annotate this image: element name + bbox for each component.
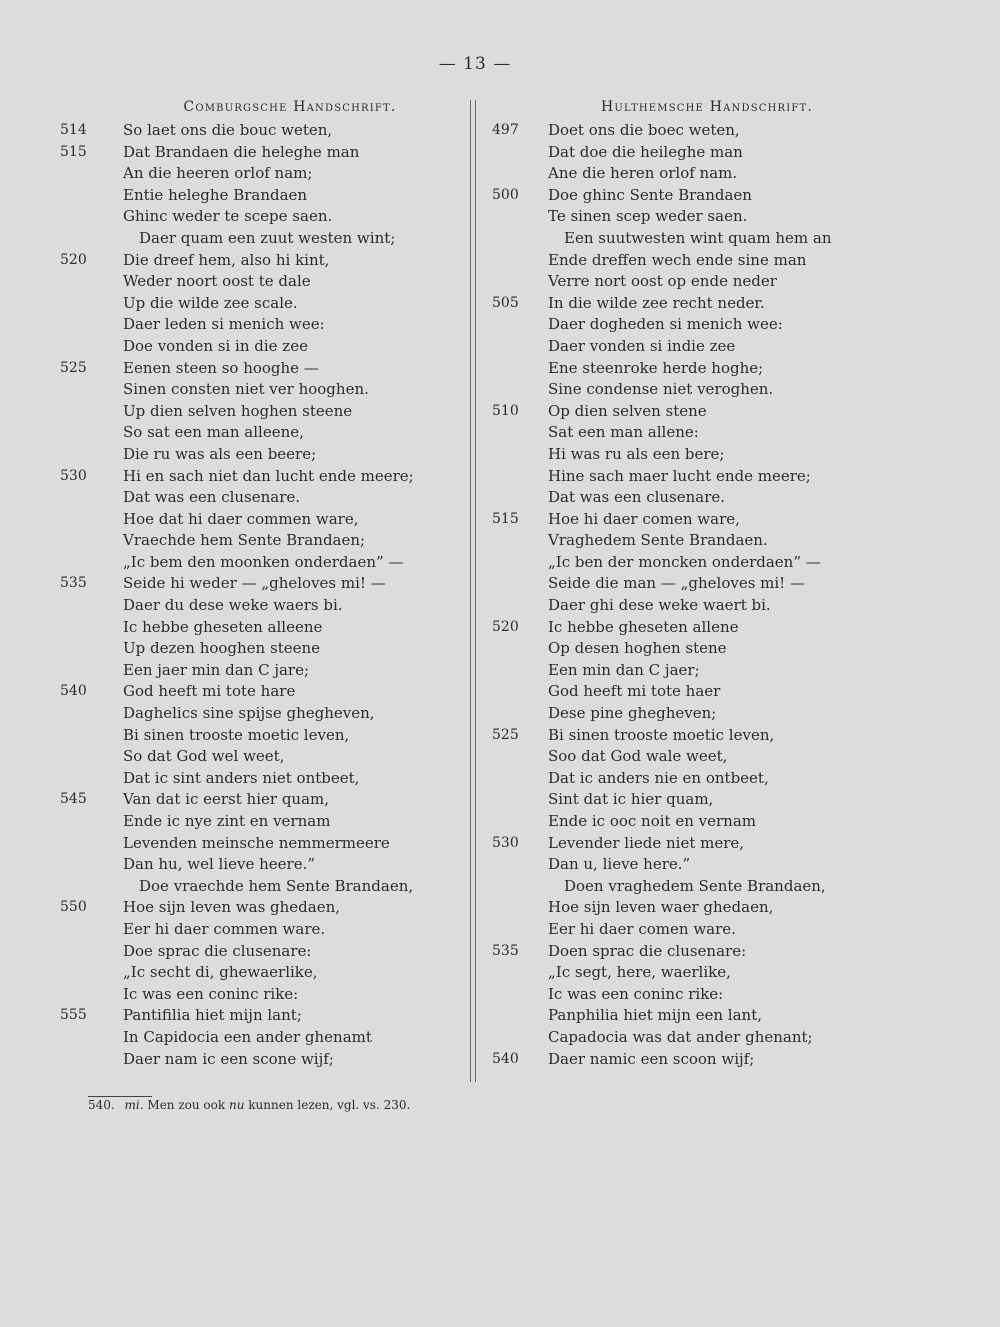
verse-number: [60, 984, 123, 1006]
verse-text: Een suutwesten wint quam hem an: [564, 228, 832, 247]
verse-number: [60, 206, 123, 228]
verse-text: Daer nam ic een scone wijf;: [123, 1049, 334, 1068]
footnote: [88, 1098, 410, 1112]
verse-number: [60, 746, 123, 768]
verse-number: [60, 185, 123, 207]
footnote-rule: [88, 1096, 152, 1097]
verse-line: [492, 163, 862, 185]
verse-line: [60, 444, 465, 466]
verse-line: [492, 573, 862, 595]
verse-text: Entie heleghe Brandaen: [123, 185, 308, 204]
verse-line: [492, 358, 862, 380]
footnote-text-after: kunnen lezen, vgl. vs. 230.: [248, 1098, 411, 1112]
verse-text: Ene steenroke herde hoghe;: [548, 358, 764, 377]
verse-text: So dat God wel weet,: [123, 747, 285, 766]
verse-number: [60, 271, 123, 293]
verse-number: [492, 638, 548, 660]
verse-text: In Capidocia een ander ghenamt: [123, 1027, 372, 1046]
verse-text: Hi was ru als een bere;: [548, 444, 725, 463]
verse-text: Eenen steen so hooghe —: [123, 358, 319, 377]
verse-text: Ende ic nye zint en vernam: [123, 812, 331, 830]
verse-number: [492, 681, 548, 703]
verse-line: [60, 573, 465, 595]
verse-number: 525: [60, 359, 87, 376]
verse-number: 540: [60, 683, 87, 700]
verse-text: Dat ic sint anders niet ontbeet,: [123, 768, 360, 787]
verse-line: [492, 703, 862, 725]
verse-number: [60, 228, 123, 250]
verse-text: Dat Brandaen die heleghe man: [123, 142, 360, 161]
verse-number: [492, 984, 548, 1006]
verse-text: Op dien selven stene: [548, 401, 707, 420]
verse-number: 550: [60, 899, 87, 916]
verse-number: [60, 660, 123, 682]
verse-text: Doe sprac die clusenare:: [123, 941, 312, 960]
verse-number: [492, 897, 548, 919]
verse-line: [492, 444, 862, 466]
verse-line: [492, 962, 862, 984]
verse-text: Ane die heren orlof nam.: [548, 164, 738, 183]
verse-number: 514: [60, 122, 87, 138]
footnote-term-2: nu: [228, 1098, 245, 1112]
verse-number: 535: [492, 942, 519, 959]
verse-text: Ghinc weder te scepe saen.: [123, 207, 333, 226]
verse-number: [60, 703, 123, 725]
verse-line: [492, 984, 862, 1006]
verse-text: Seide hi weder — „gheloves mi! —: [123, 574, 386, 593]
verse-text: Hoe sijn leven waer ghedaen,: [548, 898, 774, 917]
verse-line: [60, 768, 465, 790]
verse-text: Pantifilia hiet mijn lant;: [123, 1006, 302, 1025]
verse-line: [492, 293, 862, 315]
verse-text: Daer leden si menich wee:: [123, 315, 325, 334]
verse-line: [60, 833, 465, 855]
verse-text: Op desen hoghen stene: [548, 639, 727, 658]
verse-text: Daer vonden si indie zee: [548, 336, 736, 355]
verse-number: [492, 466, 548, 488]
verse-number: [492, 919, 548, 941]
verse-text: „Ic bem den moonken onderdaen” —: [123, 552, 404, 571]
verse-number: [492, 163, 548, 185]
verse-text: Dat was een clusenare.: [123, 488, 301, 507]
verse-line: [492, 509, 862, 531]
verse-number: [492, 336, 548, 358]
footnote-number: 540.: [88, 1098, 115, 1112]
verse-text: Doen vraghedem Sente Brandaen,: [564, 876, 826, 895]
verse-line: [492, 919, 862, 941]
column-divider: [470, 100, 476, 1082]
verse-text: Dat ic anders nie en ontbeet,: [548, 768, 769, 787]
verse-line: [492, 1049, 862, 1071]
verse-line: [492, 185, 862, 207]
verse-text: Daer namic een scoon wijf;: [548, 1049, 755, 1068]
verse-line: [492, 530, 862, 552]
verse-text: In die wilde zee recht neder.: [548, 293, 765, 312]
page-number: — 13 —: [438, 54, 512, 74]
verse-text: An die heeren orlof nam;: [123, 164, 313, 183]
verse-line: [492, 379, 862, 401]
verse-text: So laet ons die bouc weten,: [123, 121, 333, 139]
verse-number: [60, 919, 123, 941]
verse-text: Weder noort oost te dale: [123, 272, 311, 291]
verse-number: [60, 487, 123, 509]
verse-line: [60, 487, 465, 509]
verse-text: Up die wilde zee scale.: [123, 293, 298, 312]
verse-line: [60, 638, 465, 660]
verse-number: [60, 401, 123, 423]
verse-line: [60, 1005, 465, 1027]
verse-number: [492, 271, 548, 293]
verse-line: [60, 746, 465, 768]
verse-number: [60, 876, 123, 898]
verse-line: [60, 293, 465, 315]
verse-number: [492, 228, 548, 250]
verse-line: [60, 336, 465, 358]
verse-line: [492, 833, 862, 855]
verse-line: [492, 595, 862, 617]
verse-line: [492, 1027, 862, 1049]
verse-number: 515: [492, 510, 519, 527]
verse-number: [492, 530, 548, 552]
verse-text: Vraghedem Sente Brandaen.: [548, 531, 768, 550]
verse-text: Bi sinen trooste moetic leven,: [548, 725, 775, 744]
verse-number: [60, 725, 123, 747]
verse-number: [492, 1027, 548, 1049]
hulthem-heading: Hulthemsche Handschrift.: [600, 99, 814, 115]
verse-number: [60, 1049, 123, 1071]
verse-text: Ic hebbe gheseten allene: [548, 617, 739, 636]
verse-number: [492, 552, 548, 574]
verse-text: Up dezen hooghen steene: [123, 639, 321, 658]
verse-text: „Ic ben der moncken onderdaen” —: [548, 552, 821, 571]
verse-text: Daer ghi dese weke waert bi.: [548, 596, 771, 615]
verse-number: [492, 358, 548, 380]
verse-number: [60, 314, 123, 336]
verse-text: Hoe hi daer comen ware,: [548, 509, 740, 528]
verse-line: [492, 1005, 862, 1027]
verse-number: [492, 444, 548, 466]
verse-number: 545: [60, 791, 87, 808]
verse-text: Verre nort oost op ende neder: [548, 272, 777, 291]
verse-number: [60, 293, 123, 315]
verse-line: [60, 379, 465, 401]
verse-line: [492, 250, 862, 272]
verse-number: [60, 768, 123, 790]
verse-number: [60, 552, 123, 574]
verse-line: [492, 660, 862, 682]
verse-number: [60, 444, 123, 466]
verse-text: God heeft mi tote hare: [123, 682, 296, 701]
verse-line: [492, 336, 862, 358]
verse-line: [492, 120, 862, 142]
verse-text: Hine sach maer lucht ende meere;: [548, 466, 811, 485]
verse-line: [60, 163, 465, 185]
verse-text: Daer quam een zuut westen wint;: [139, 228, 396, 247]
verse-number: 497: [492, 122, 519, 138]
verse-line: [60, 250, 465, 272]
verse-line: [492, 789, 862, 811]
verse-number: 510: [492, 402, 519, 419]
verse-text: Dat was een clusenare.: [548, 488, 726, 507]
verse-line: [492, 466, 862, 488]
verse-text: Die dreef hem, also hi kint,: [123, 250, 330, 269]
verse-number: [60, 811, 123, 833]
verse-text: Een min dan C jaer;: [548, 660, 700, 679]
verse-text: „Ic segt, here, waerlike,: [548, 963, 731, 982]
verse-number: [60, 163, 123, 185]
verse-text: So sat een man alleene,: [123, 423, 304, 442]
verse-text: Eer hi daer comen ware.: [548, 919, 736, 938]
verse-line: [492, 422, 862, 444]
verse-number: [60, 1027, 123, 1049]
verse-line: [60, 185, 465, 207]
verse-number: 530: [492, 834, 519, 851]
verse-line: [492, 487, 862, 509]
verse-number: 555: [60, 1007, 87, 1024]
verse-number: [60, 638, 123, 660]
hulthem-lines: [492, 120, 862, 1070]
verse-line: [492, 811, 862, 833]
verse-line: [60, 789, 465, 811]
verse-text: Bi sinen trooste moetic leven,: [123, 725, 350, 744]
verse-number: [60, 509, 123, 531]
verse-line: [492, 725, 862, 747]
verse-number: [60, 379, 123, 401]
verse-text: Vraechde hem Sente Brandaen;: [123, 531, 366, 550]
verse-line: [60, 919, 465, 941]
verse-number: 525: [492, 726, 519, 743]
verse-line: [492, 941, 862, 963]
verse-number: [492, 660, 548, 682]
verse-line: [60, 876, 465, 898]
verse-line: [60, 271, 465, 293]
verse-line: [60, 811, 465, 833]
verse-line: [492, 206, 862, 228]
verse-line: [60, 142, 465, 164]
verse-line: [492, 897, 862, 919]
verse-line: [60, 897, 465, 919]
verse-line: [60, 530, 465, 552]
verse-text: Levender liede niet mere,: [548, 833, 745, 852]
verse-line: [60, 358, 465, 380]
verse-line: [492, 552, 862, 574]
verse-text: Doe vonden si in die zee: [123, 336, 308, 355]
verse-number: 500: [492, 186, 519, 203]
verse-number: [492, 314, 548, 336]
verse-number: [492, 595, 548, 617]
verse-text: Doe ghinc Sente Brandaen: [548, 185, 752, 204]
verse-text: Hoe sijn leven was ghedaen,: [123, 898, 341, 917]
verse-text: Capadocia was dat ander ghenant;: [548, 1027, 813, 1046]
verse-line: [60, 725, 465, 747]
verse-line: [492, 876, 862, 898]
verse-line: [60, 681, 465, 703]
verse-text: Een jaer min dan C jare;: [123, 660, 310, 679]
verse-line: [492, 401, 862, 423]
verse-text: Levenden meinsche nemmermeere: [123, 833, 390, 852]
verse-text: Sint dat ic hier quam,: [548, 790, 714, 809]
verse-text: Ic hebbe gheseten alleene: [123, 617, 323, 636]
verse-number: [60, 962, 123, 984]
verse-text: Ende dreffen wech ende sine man: [548, 250, 807, 269]
comburg-lines: [60, 120, 465, 1070]
verse-line: [60, 314, 465, 336]
verse-text: Sine condense niet veroghen.: [548, 380, 774, 399]
verse-text: Seide die man — „gheloves mi! —: [548, 574, 805, 593]
verse-line: [60, 228, 465, 250]
verse-line: [60, 1027, 465, 1049]
footnote-text-before: Men zou ook: [147, 1098, 226, 1112]
comburg-column: [60, 94, 465, 1070]
hulthem-column: [492, 94, 862, 1070]
verse-number: 535: [60, 575, 87, 592]
verse-text: Soo dat God wale weet,: [548, 747, 728, 766]
verse-text: Sat een man allene:: [548, 423, 699, 442]
verse-line: [492, 638, 862, 660]
verse-text: Daer du dese weke waers bi.: [123, 596, 343, 615]
verse-number: [492, 811, 548, 833]
verse-number: [60, 617, 123, 639]
verse-text: Dat doe die heileghe man: [548, 142, 743, 161]
verse-number: [492, 573, 548, 595]
verse-number: [492, 422, 548, 444]
footnote-term: mi.: [124, 1098, 144, 1112]
verse-text: Te sinen scep weder saen.: [548, 207, 748, 226]
verse-text: Ic was een coninc rike:: [123, 984, 299, 1003]
verse-number: [492, 1005, 548, 1027]
verse-number: [60, 336, 123, 358]
verse-line: [492, 617, 862, 639]
verse-line: [60, 422, 465, 444]
verse-line: [60, 962, 465, 984]
verse-line: [60, 595, 465, 617]
verse-line: [60, 984, 465, 1006]
verse-text: Panphilia hiet mijn een lant,: [548, 1006, 762, 1025]
verse-number: [492, 379, 548, 401]
verse-number: [492, 206, 548, 228]
verse-line: [492, 142, 862, 164]
verse-text: Hoe dat hi daer commen ware,: [123, 509, 359, 528]
verse-number: 505: [492, 294, 519, 311]
verse-line: [60, 120, 465, 142]
verse-line: [492, 854, 862, 876]
verse-number: [492, 854, 548, 876]
verse-number: [492, 789, 548, 811]
verse-text: Daghelics sine spijse ghegheven,: [123, 704, 375, 723]
verse-number: [492, 768, 548, 790]
verse-number: [492, 876, 548, 898]
verse-number: [60, 422, 123, 444]
verse-number: 520: [60, 251, 87, 268]
verse-number: [492, 487, 548, 509]
verse-text: Eer hi daer commen ware.: [123, 919, 326, 938]
verse-line: [60, 1049, 465, 1071]
verse-number: [492, 746, 548, 768]
verse-text: Dan hu, wel lieve heere.”: [123, 855, 316, 874]
verse-line: [492, 228, 862, 250]
comburg-heading: Comburgsche Handschrift.: [183, 99, 397, 115]
verse-line: [60, 703, 465, 725]
verse-text: Doen sprac die clusenare:: [548, 941, 747, 960]
verse-text: Dese pine ghegheven;: [548, 704, 717, 723]
verse-number: [60, 530, 123, 552]
verse-line: [60, 617, 465, 639]
verse-number: [492, 142, 548, 164]
verse-number: [492, 703, 548, 725]
verse-line: [60, 660, 465, 682]
verse-number: [60, 854, 123, 876]
verse-text: Van dat ic eerst hier quam,: [123, 790, 330, 809]
verse-text: Doe vraechde hem Sente Brandaen,: [139, 876, 414, 895]
verse-line: [492, 746, 862, 768]
verse-text: Ic was een coninc rike:: [548, 984, 724, 1003]
verse-line: [60, 854, 465, 876]
verse-text: „Ic secht di, ghewaerlike,: [123, 963, 318, 982]
verse-text: Hi en sach niet dan lucht ende meere;: [123, 466, 414, 485]
verse-text: Daer dogheden si menich wee:: [548, 315, 783, 334]
verse-text: Up dien selven hoghen steene: [123, 401, 353, 420]
verse-line: [60, 466, 465, 488]
verse-number: [60, 833, 123, 855]
verse-line: [60, 941, 465, 963]
verse-line: [60, 509, 465, 531]
verse-line: [60, 206, 465, 228]
verse-number: 520: [492, 618, 519, 635]
verse-number: [60, 941, 123, 963]
verse-line: [492, 768, 862, 790]
verse-number: 515: [60, 143, 87, 160]
verse-text: Ende ic ooc noit en vernam: [548, 812, 756, 830]
verse-number: [60, 595, 123, 617]
verse-line: [492, 314, 862, 336]
verse-text: Sinen consten niet ver hooghen.: [123, 380, 369, 399]
verse-text: Doet ons die boec weten,: [548, 121, 740, 139]
verse-line: [492, 271, 862, 293]
verse-line: [492, 681, 862, 703]
verse-number: 530: [60, 467, 87, 484]
verse-text: God heeft mi tote haer: [548, 682, 721, 701]
verse-number: [492, 250, 548, 272]
verse-line: [60, 552, 465, 574]
verse-number: 540: [492, 1050, 519, 1067]
verse-line: [60, 401, 465, 423]
verse-text: Die ru was als een beere;: [123, 444, 317, 463]
verse-text: Dan u, lieve here.”: [548, 855, 691, 874]
verse-number: [492, 962, 548, 984]
